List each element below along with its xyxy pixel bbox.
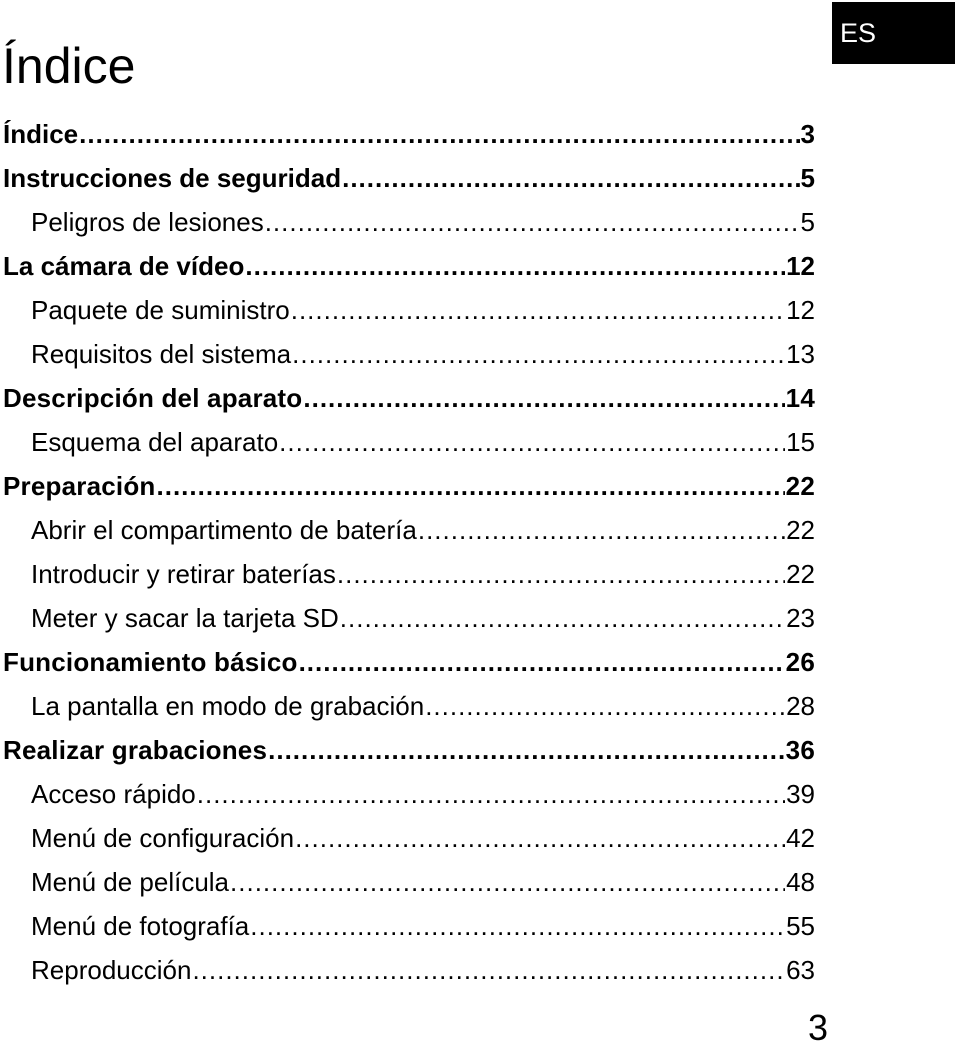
toc-entry-title: Descripción del aparato (3, 383, 303, 413)
toc-subentry[interactable] (31, 204, 815, 240)
toc-entry-title: Índice (3, 119, 79, 149)
toc-entry-page: 63 (786, 955, 815, 985)
toc-entry-page: 14 (785, 383, 815, 413)
toc-entry-page: 28 (786, 691, 815, 721)
toc-subentry[interactable] (31, 292, 815, 328)
toc-entry-page: 5 (800, 163, 815, 193)
toc-entry-page: 22 (785, 471, 815, 501)
toc-leader-dots (245, 248, 785, 284)
toc-leader-dots (337, 556, 785, 592)
toc-entry-page: 13 (786, 339, 815, 369)
toc-entry-title: Introducir y retirar baterías (31, 559, 336, 589)
toc-subentry[interactable] (31, 864, 815, 900)
page-number: 3 (808, 1007, 829, 1048)
toc-entry-page: 55 (786, 911, 815, 941)
toc-entry-page: 5 (800, 207, 815, 237)
toc-entry-title: Reproducción (31, 955, 192, 985)
toc-leader-dots (250, 908, 785, 944)
toc-entry-title: Instrucciones de seguridad (3, 163, 342, 193)
toc-leader-dots (295, 820, 785, 856)
toc-entry[interactable] (3, 732, 815, 768)
toc-leader-dots (299, 644, 785, 680)
toc-entry-title: Funcionamiento básico (3, 647, 298, 677)
toc-entry-page: 42 (786, 823, 815, 853)
toc-entry-page: 22 (786, 559, 815, 589)
toc-leader-dots (425, 688, 785, 724)
toc-entry-page: 3 (800, 119, 815, 149)
toc-entry-page: 39 (786, 779, 815, 809)
toc-entry[interactable] (3, 468, 815, 504)
toc-leader-dots (279, 424, 785, 460)
toc-entry[interactable] (3, 160, 815, 196)
toc-leader-dots (197, 776, 785, 812)
toc-subentry[interactable] (31, 820, 815, 856)
toc-leader-dots (340, 600, 785, 636)
toc-subentry[interactable] (31, 556, 815, 592)
toc-entry-page: 26 (785, 647, 815, 677)
toc-subentry[interactable] (31, 776, 815, 812)
toc-entry-page: 12 (786, 251, 815, 281)
toc-subentry[interactable] (31, 512, 815, 548)
toc-entry-title: Esquema del aparato (31, 427, 279, 457)
toc-entry[interactable] (3, 116, 815, 152)
toc-subentry[interactable] (31, 424, 815, 460)
toc-entry-title: Menú de fotografía (31, 911, 250, 941)
toc-entry-title: Requisitos del sistema (31, 339, 292, 369)
toc-subentry[interactable] (31, 600, 815, 636)
toc-entry-title: Meter y sacar la tarjeta SD (31, 603, 339, 633)
toc-leader-dots (79, 116, 799, 152)
language-tab: ES (832, 2, 955, 64)
toc-leader-dots (192, 952, 785, 988)
toc-entry-title: Preparación (3, 471, 156, 501)
toc-entry-title: La pantalla en modo de grabación (31, 691, 425, 721)
toc-entry[interactable] (3, 644, 815, 680)
toc-entry-title: Menú de configuración (31, 823, 295, 853)
toc-leader-dots (268, 732, 785, 768)
toc-leader-dots (342, 160, 799, 196)
toc-leader-dots (265, 204, 800, 240)
toc-entry-page: 22 (786, 515, 815, 545)
toc-subentry[interactable] (31, 336, 815, 372)
toc-entry-title: Acceso rápido (31, 779, 196, 809)
toc-leader-dots (303, 380, 784, 416)
toc-leader-dots (157, 468, 785, 504)
toc-leader-dots (292, 336, 785, 372)
toc-subentry[interactable] (31, 952, 815, 988)
toc-entry-title: La cámara de vídeo (3, 251, 245, 281)
toc-entry-page: 48 (786, 867, 815, 897)
toc-leader-dots (418, 512, 785, 548)
toc-entry-title: Peligros de lesiones (31, 207, 264, 237)
page-title: Índice (2, 38, 136, 94)
toc-leader-dots (291, 292, 785, 328)
toc-entry[interactable] (3, 248, 815, 284)
toc-leader-dots (230, 864, 785, 900)
toc-entry-title: Menú de película (31, 867, 230, 897)
toc-entry-page: 12 (786, 295, 815, 325)
toc-entry-title: Abrir el compartimento de batería (31, 515, 417, 545)
toc-entry-title: Paquete de suministro (31, 295, 290, 325)
toc-entry-title: Realizar grabaciones (3, 735, 268, 765)
toc-subentry[interactable] (31, 908, 815, 944)
toc-entry-page: 23 (786, 603, 815, 633)
toc-entry-page: 15 (786, 427, 815, 457)
toc-subentry[interactable] (31, 688, 815, 724)
toc-entry[interactable] (3, 380, 815, 416)
toc-entry-page: 36 (785, 735, 815, 765)
